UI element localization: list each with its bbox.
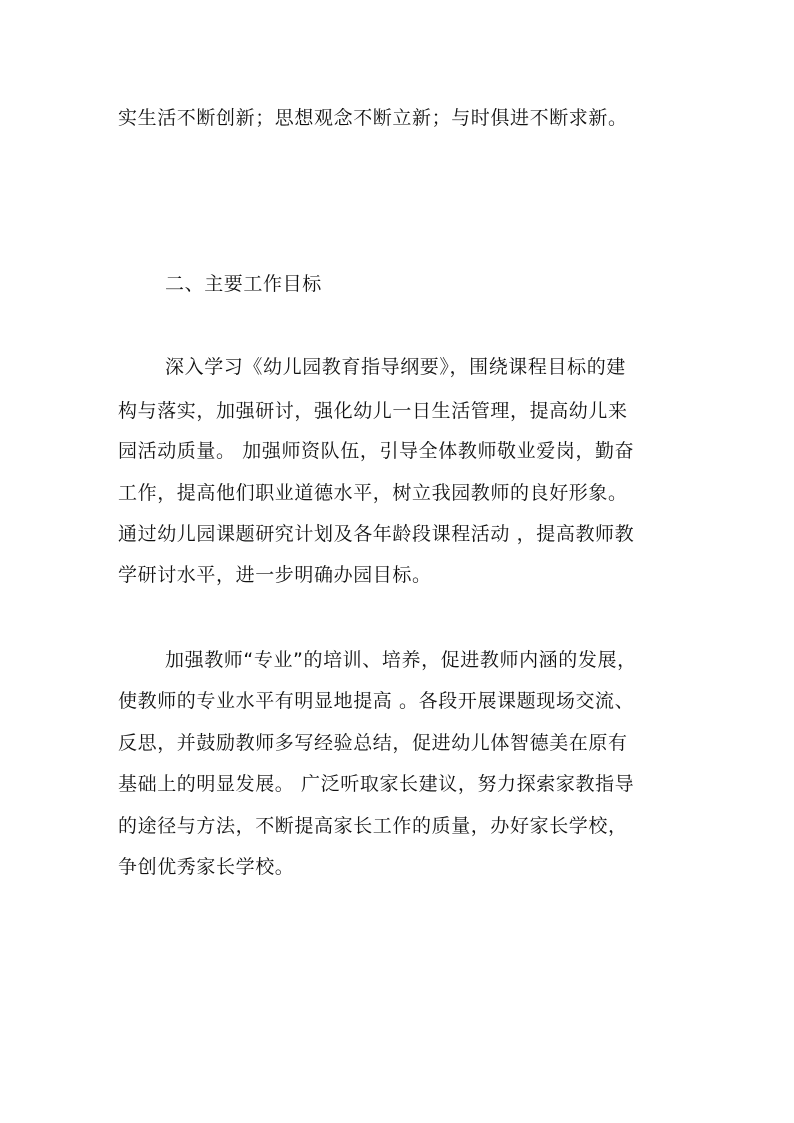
paragraph-line: 园活动质量。 加强师资队伍，引导全体教师敬业爱岗，勤奋 (118, 440, 635, 462)
section-heading: 二、主要工作目标 (165, 273, 322, 295)
paragraph-line: 构与落实，加强研讨，强化幼儿一日生活管理，提高幼儿来 (118, 400, 628, 422)
paragraph-line: 使教师的专业水平有明显地提高 。各段开展课题现场交流、 (118, 690, 635, 712)
paragraph-line: 深入学习《幼儿园教育指导纲要》，围绕课程目标的建 (165, 356, 626, 378)
paragraph-line: 基础上的明显发展。 广泛听取家长建议，努力探索家教指导 (118, 773, 635, 795)
paragraph-line: 通过幼儿园课题研究计划及各年龄段课程活动 ，提高教师教 (118, 523, 635, 545)
paragraph-line: 争创优秀家长学校。 (118, 856, 295, 878)
paragraph-line: 学研讨水平，进一步明确办园目标。 (118, 564, 432, 586)
intro-line: 实生活不断创新；思想观念不断立新；与时俱进不断求新。 (118, 107, 628, 129)
paragraph-line: 反思，并鼓励教师多写经验总结，促进幼儿体智德美在原有 (118, 732, 628, 754)
paragraph-line: 工作，提高他们职业道德水平，树立我园教师的良好形象。 (118, 482, 628, 504)
paragraph-line: 加强教师“专业”的培训、培养，促进教师内涵的发展， (165, 649, 637, 671)
paragraph-line: 的途径与方法，不断提高家长工作的质量，办好家长学校， (118, 815, 628, 837)
